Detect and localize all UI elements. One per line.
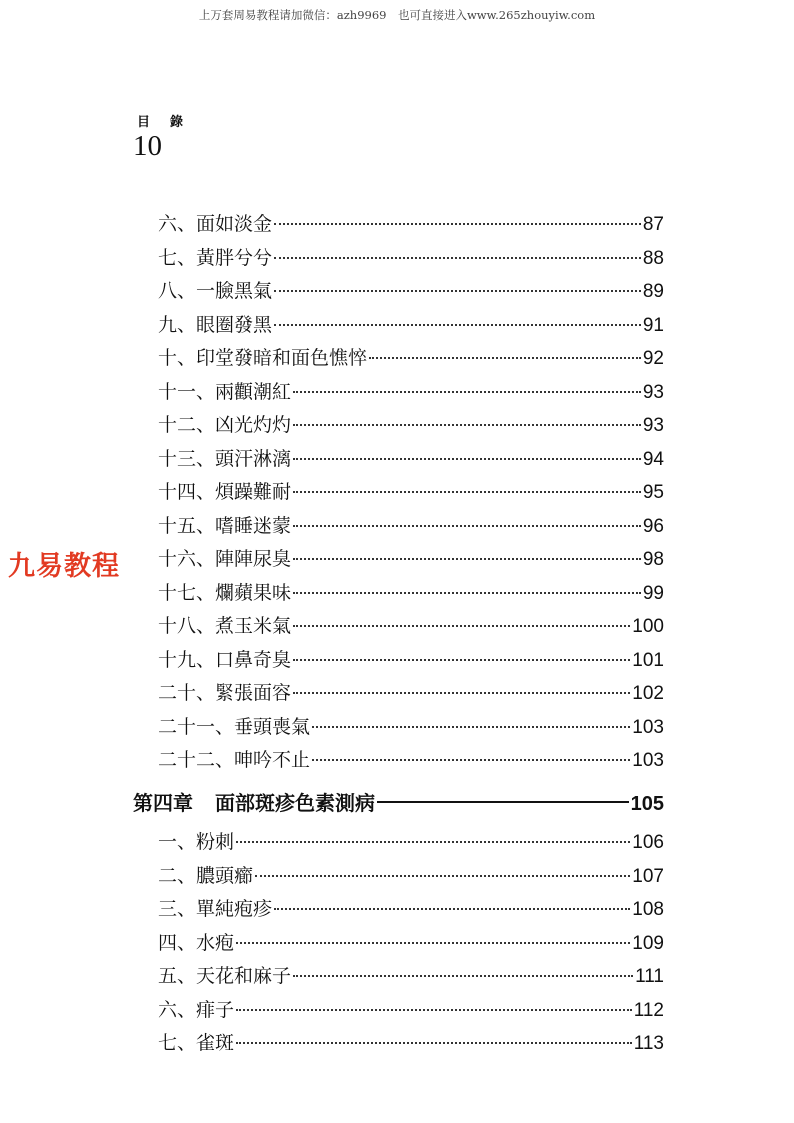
dot-leader: [255, 875, 630, 877]
toc-entry-label: 二十、緊張面容: [158, 682, 292, 704]
toc-entry-page: 103: [632, 750, 664, 771]
toc-entry-label: 十八、煮玉米氣: [158, 615, 292, 637]
dot-leader: [274, 908, 630, 910]
toc-entry[interactable]: [158, 310, 664, 340]
toc-entry-label: 七、雀斑: [158, 1032, 235, 1054]
toc-entry-label: 二十一、垂頭喪氣: [158, 715, 311, 738]
toc-entry-label: 十三、頭汗淋漓: [158, 447, 292, 470]
toc-entry[interactable]: [158, 894, 664, 924]
toc-entry-page: 94: [642, 448, 664, 470]
toc-entry[interactable]: [158, 645, 664, 675]
toc-entry-page: 106: [632, 832, 664, 853]
toc-entry-page: 91: [642, 314, 664, 336]
dot-leader: [312, 759, 630, 761]
toc-entry[interactable]: [158, 343, 664, 373]
dot-leader: [293, 975, 633, 977]
toc-entry[interactable]: [158, 544, 664, 574]
watermark: 九易教程: [8, 551, 120, 582]
toc-entry-page: 88: [642, 247, 664, 269]
dot-leader: [293, 525, 641, 527]
dot-leader: [293, 692, 630, 694]
toc-entry-page: 87: [642, 214, 664, 235]
toc-entry[interactable]: [158, 511, 664, 541]
toc-entry-page: 109: [632, 932, 664, 954]
dot-leader: [236, 841, 630, 843]
dot-leader: [236, 1042, 632, 1044]
toc-entry[interactable]: [158, 678, 664, 708]
toc-entry-label: 六、面如淡金: [158, 213, 273, 235]
toc-entry[interactable]: [158, 243, 664, 273]
dot-leader: [312, 726, 630, 728]
toc-entry-label: 七、黃胖兮兮: [158, 246, 273, 269]
toc-entry[interactable]: [158, 827, 664, 857]
toc-entry-label: 五、天花和麻子: [158, 965, 292, 987]
dot-leader: [293, 458, 641, 460]
toc-entry[interactable]: [158, 477, 664, 507]
toc-entry-label: 十六、陣陣尿臭: [158, 548, 292, 570]
toc-entry-page: 111: [635, 966, 664, 987]
toc-entry-page: 99: [642, 582, 664, 604]
toc-entry-label: 六、痱子: [158, 998, 235, 1021]
toc-entry-label: 十九、口鼻奇臭: [158, 648, 292, 671]
chapter-4-heading[interactable]: [133, 788, 664, 818]
toc-entry-page: 93: [642, 381, 664, 403]
toc-entry-page: 113: [633, 1033, 664, 1054]
toc-entry-page: 98: [642, 549, 664, 570]
toc-entry-page: 95: [642, 482, 664, 503]
toc-entry-label: 十四、煩躁難耐: [158, 481, 292, 503]
toc-entry-page: 92: [642, 348, 664, 369]
toc-entry[interactable]: [158, 928, 664, 958]
toc-entry[interactable]: [158, 611, 664, 641]
top-banner: 上万套周易教程请加微信：azh9969 也可直接进入www.265zhouyiw.com: [198, 8, 596, 22]
dot-leader: [293, 424, 641, 426]
toc-entry-label: 一、粉刺: [158, 831, 235, 853]
toc-entry-page: 112: [633, 999, 664, 1021]
toc-entry[interactable]: [158, 995, 664, 1025]
page-number: 10: [133, 130, 162, 162]
toc-entry-page: 107: [632, 865, 664, 887]
dot-leader: [274, 257, 641, 259]
toc-entry[interactable]: [158, 209, 664, 239]
toc-entry[interactable]: [158, 1028, 664, 1058]
toc-entry-label: 二、膿頭癤: [158, 864, 254, 887]
toc-entry[interactable]: [158, 712, 664, 742]
toc-entry-page: 102: [632, 683, 664, 704]
toc-entry-label: 十一、兩顴潮紅: [158, 380, 292, 403]
toc-entry-label: 十二、凶光灼灼: [158, 414, 292, 436]
dot-leader: [293, 558, 641, 560]
toc-entry[interactable]: [158, 745, 664, 775]
chapter-page: 105: [630, 793, 664, 815]
dot-leader: [274, 290, 641, 292]
toc-entry[interactable]: [158, 410, 664, 440]
dot-leader: [236, 1009, 632, 1011]
toc-entry-page: 108: [632, 899, 664, 920]
toc-entry-page: 96: [642, 515, 664, 537]
toc-entry-label: 十、印堂發暗和面色憔悴: [158, 347, 368, 369]
toc-entry-label: 十五、嗜睡迷蒙: [158, 514, 292, 537]
toc-entry-page: 103: [632, 716, 664, 738]
dot-leader: [293, 592, 641, 594]
toc-entry[interactable]: [158, 377, 664, 407]
chapter-title: 面部斑疹色素測病: [215, 791, 375, 815]
toc-entry[interactable]: [158, 276, 664, 306]
toc-entry-label: 三、單純疱疹: [158, 898, 273, 920]
toc-entry-page: 100: [632, 616, 664, 637]
dot-leader: [293, 625, 630, 627]
toc-entry-label: 九、眼圈發黑: [158, 313, 273, 336]
toc-entry[interactable]: [158, 578, 664, 608]
toc-entry[interactable]: [158, 961, 664, 991]
toc-entry-label: 八、一臉黑氣: [158, 280, 273, 302]
toc-entry-page: 89: [642, 281, 664, 302]
toc-entry-label: 二十二、呻吟不止: [158, 749, 311, 771]
dot-leader: [369, 357, 641, 359]
toc-entry-label: 四、水疱: [158, 931, 235, 954]
chapter-rule: [377, 801, 629, 803]
dot-leader: [236, 942, 630, 944]
toc-entry-page: 101: [632, 649, 664, 671]
toc-entry[interactable]: [158, 861, 664, 891]
dot-leader: [293, 391, 641, 393]
chapter-number: 第四章: [133, 791, 193, 815]
dot-leader: [274, 324, 641, 326]
dot-leader: [293, 491, 641, 493]
running-head: 目錄: [137, 115, 204, 130]
toc-entry-label: 十七、爛蘋果味: [158, 581, 292, 604]
dot-leader: [274, 223, 641, 225]
toc-entry[interactable]: [158, 444, 664, 474]
toc-entry-page: 93: [642, 415, 664, 436]
dot-leader: [293, 659, 630, 661]
